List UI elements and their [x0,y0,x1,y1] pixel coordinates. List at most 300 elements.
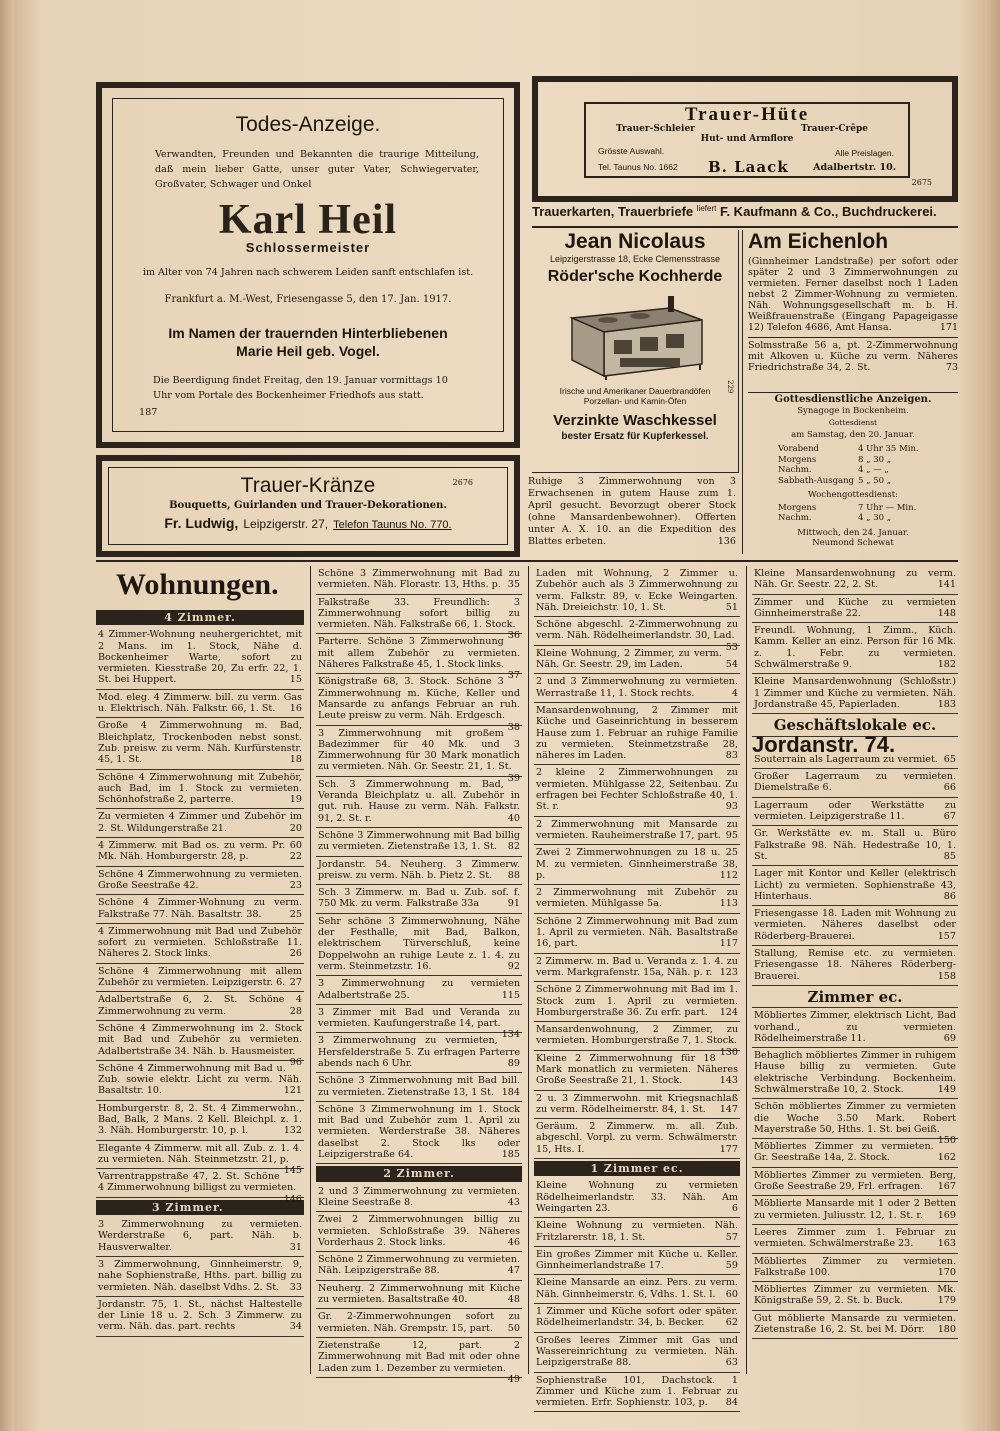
ad-text: Möbliertes Zimmer zu vermieten. Falkstraße 100. [754,1255,956,1278]
classified-ad [96,895,304,924]
classified-ad [752,623,958,674]
church-time-time: 8 „ 30 „ [858,454,892,465]
classified-ad [96,924,304,964]
ad-text: Leeres Zimmer zum 1. Februar zu vermieten. Schwälmerstraße 23. [754,1226,956,1250]
ad-text: 2 u. 3 Zimmerwohn. mit Kriegsnachlaß zu verm. Rödelheimerstr. 84, 1. St. [536,1092,738,1115]
church-time-time: 4 „ — „ [858,465,889,475]
classified-ad [96,1297,304,1337]
classified-ad [752,946,958,986]
column-2 [316,566,522,1385]
solms-number: 73 [945,362,958,373]
church-time-time: 5 „ 50 „ [858,475,892,486]
classified-ad [96,838,304,867]
wreaths-address: Leipzigerstr. 27, [243,517,329,531]
stove-illustration [560,290,710,382]
ad-text: Schön möbliertes Zimmer zu vermieten die Woche 3.50 Mark. Robert Mayerstraße 50, Hths. 1. St. bei Geiß. [754,1101,956,1135]
page-left-edge [0,0,14,1431]
ad-text: 3 Zimmerwohnung, Ginnheimerstr. 9, nahe Sophienstraße, Hths. part. billig zu vermieten. Näh. daselbst Vdhs. 2. St. [98,1258,302,1293]
widow-name: Marie Heil geb. Vogel. [236,343,380,359]
church-notices [748,392,958,555]
ad-number: 40 [507,812,520,824]
classified-ad [316,1252,522,1281]
eichenloh-text-wrap [748,256,958,333]
ad-text: Großes leeres Zimmer mit Gas und Wassereinrichtung zu vermieten. Näh. Leipzigerstraße 88. [536,1334,738,1369]
classified-ad [316,634,522,682]
ad-text: Zwei 2 Zimmerwohnungen billig zu vermieten. Schloßstraße 39. Näheres Vorderhaus 2. Stock links. [318,1214,520,1248]
classified-ad [316,1309,522,1338]
ad-number: 20 [289,822,302,834]
nicolaus-line2: Porzellan- und Kamin-Öfen [583,396,687,406]
ad-number: 162 [937,1152,956,1164]
classified-ad [752,1139,958,1168]
ad-number: 22 [289,851,302,863]
column-rule-3 [746,566,747,1374]
ad-number: 47 [507,1265,520,1277]
ad-text: 4 Zimmerw. mit Bad os. zu verm. Pr. 60 Mk. Näh. Homburgerstr. 28, p. [98,840,302,863]
classified-ad [316,885,522,914]
ad-number: 59 [725,1260,738,1272]
classified-ad [534,1373,740,1413]
ad-number: 91 [507,898,520,910]
ad-number: 112 [719,869,738,881]
nicolaus-name: Jean Nicolaus [564,230,706,253]
ad-text: Kleine Mansardenwohnung (Schloßstr.) 1 Zimmer und Küche zu vermieten. Näh. Jordanstraße 45, Papierladen. [754,676,956,710]
classified-ad [534,885,740,914]
ad-number: 130 [719,1046,738,1058]
classified-ad [96,809,304,838]
hats-phone: Tel. Taunus No. 1662 [598,162,678,172]
ad-number: 124 [719,1006,738,1018]
printer-mid: liefert [696,204,717,213]
classified-ad [534,954,740,983]
ad-text: 2 Zimmerw. m. Bad u. Veranda z. 1. 4. zu verm. Markgrafenstr. 15a, Näh. p. r. [536,955,738,978]
section-bar: 3 Zimmer. [96,1200,304,1215]
ad-number: 183 [937,698,956,710]
classified-ad [752,1225,958,1254]
section-divider [96,560,958,562]
classified-ad [96,1021,304,1068]
classified-ad [534,817,740,846]
ad-text: Lagerraum oder Werkstätte zu vermieten. Leipzigerstraße 11. [754,799,956,823]
printer-left: Trauerkarten, Trauerbriefe [532,204,694,219]
ad-text: Mansardenwohnung, 2 Zimmer, zu vermieten. Homburgerstraße 7, 1. Stock. [536,1024,738,1047]
ad-number: 86 [943,890,956,902]
classified-ad [752,1099,958,1147]
ad-number: 84 [725,1397,738,1409]
classified-ad [752,566,958,595]
classified-ad [316,914,522,976]
ad-text: Ein großes Zimmer mit Küche u. Keller. Ginnheimerlandstraße 17. [536,1248,738,1272]
deceased-profession: Schlossermeister [245,240,371,255]
ad-text: 2 Zimmerwohnung mit Mansarde zu vermieten. Rauheimerstraße 17, part. [536,818,738,841]
ad-number: 96 [289,1056,302,1068]
ad-text: Schöne 4 Zimmer-Wohnung zu verm. Falkstraße 77. Näh. Basaltstr. 38. [98,897,302,920]
ad-text: Großer Lagerraum zu vermieten. Diemelstraße 6. [754,771,956,794]
wreaths-line1: Bouquetts, Guirlanden und Trauer-Dekorationen. [169,500,447,511]
wreaths-phone: Telefon Taunus No. 770. [333,519,452,531]
ad-number: 143 [719,1075,738,1087]
classified-ad [316,674,522,733]
church-weekday-time-label: Nachm. [778,513,812,523]
ad-text: Gut möblierte Mansarde zu vermieten. Zietenstraße 16, 2. St. bei M. Dörr. [754,1312,956,1336]
classified-ad [316,828,522,857]
classified-ad [534,617,740,653]
church-time-time: 4 Uhr 35 Min. [858,444,919,454]
ad-text: Schöne 2 Zimmerwohnung mit Bad zum 1. April zu vermieten. Näh. Basaltstraße 16, part. [536,915,738,950]
classified-ad [534,982,740,1022]
hats-left: Trauer-Schleier [616,124,695,134]
classified-ad [752,752,958,769]
classified-ad [752,1311,958,1340]
ad-number: 89 [507,1057,520,1069]
printer-right: F. Kaufmann & Co., Buchdruckerei. [719,204,937,219]
ad-number: 150 [937,1135,956,1147]
section-bar: 2 Zimmer. [316,1166,522,1181]
classified-ad [96,770,304,810]
ad-text: Varrentrappstraße 47, 2. St. Schöne 4 Zimmerwohnung billigst zu vermieten. [98,1171,297,1194]
church-time-label: Morgens [778,454,817,465]
ad-number: 54 [725,659,738,671]
ad-text: 3 Zimmer mit Bad und Veranda zu vermieten. Kaufungerstraße 14, part. [318,1006,520,1030]
ad-number: 170 [937,1266,956,1278]
classified-ad [96,992,304,1021]
ad-number: 88 [507,869,520,881]
column-rule-top [742,230,743,554]
place-date: Frankfurt a. M.-West, Friesengasse 5, den 17. Jan. 1917. [164,294,452,305]
classified-ad [534,914,740,954]
wreaths-ad-frame [96,455,520,557]
ad-text: Schöne 4 Zimmerwohnung im 2. Stock mit Bad und Zubehör zu vermieten. Adalbertstraße 34. Näh. b. Hausmeister. [98,1022,302,1057]
hats-left2: Grösste Auswahl. [598,146,665,156]
death-notice-frame [96,82,520,448]
ad-text: Schöne 3 Zimmerwohnung mit Bad zu vermieten. Näh. Florastr. 13, Hths. p. [318,568,520,591]
classified-ad [534,1119,740,1159]
ad-number: 180 [937,1324,956,1336]
ad-number: 49 [507,1373,520,1385]
classified-ad [316,726,522,784]
ad-number: 50 [507,1322,520,1334]
ad-text: Homburgerstr. 8, 2. St. 4 Zimmerwohn., Bad, Balk, 2 Mans. 2 Kell. Bleichpl. z. 1. 3. Näh. Homburgerstr. 10, p. l. [98,1102,302,1137]
ad-text: Sehr schöne 3 Zimmerwohnung, Nähe der Festhalle, mit Bad, Balkon, elektrischem Türverschluß, keine Doppelwohn an ruhige Leute z. 1. 4. zu verm. Steinmetzstr. 16. [318,915,520,972]
classified-ad [752,1168,958,1197]
column-1 [96,608,304,1378]
ad-text: 4 Zimmerwohnung mit Bad und Zubehör sofort zu vermieten. Schloßstraße 11. Näheres 2. Stock links. [98,925,302,960]
nicolaus-product: Röder'sche Kochherde [547,268,723,285]
ad-number: 15 [289,674,302,686]
ad-text: Zwei 2 Zimmerwohnungen zu 18 u. 25 M. zu vermieten. Ginnheimerstraße 38, p. [536,847,738,881]
nicolaus-line1: Irische und Amerikaner Dauerbrandöfen [559,386,711,396]
ad-text: Möbliertes Zimmer, elektrisch Licht, Bad vorhand., zu vermieten. Rödelheimerstraße 11. [754,1010,956,1044]
ad-number: 66 [943,782,956,794]
ad-text: Königstraße 68, 3. Stock. Schöne 3 Zimmerwohnung m. Küche, Keller und Mansarde zu anfangs Februar an ruh. Leute preisw zu verm. Näh. Erdgesch. [318,676,520,722]
church-footer1: Mittwoch, den 24. Januar. [797,527,909,538]
church-time-label: Nachm. [778,465,812,475]
ad-text: Schöne abgeschl. 2-Zimmerwohnung zu verm. Näh. Rödelheimerlandstr. 30, Lad. [536,619,738,642]
ad-text: Sophienstraße 101, Dachstock. 1 Zimmer und Küche zum 1. Februar zu vermieten. Erfr. Sophienstr. 103, p. [536,1374,738,1409]
ad-text: Jordanstr. 75, 1. St., nächst Haltestelle der Linie 18 u. 2. Sch. 3 Zimmerw. zu verm. Näh. das. part. rechts [98,1298,302,1333]
ad-text: Schöne 2 Zimmerwohnung zu vermieten. Näh. Leipzigerstraße 88. [318,1254,520,1277]
ad-text: Parterre. Schöne 3 Zimmerwohnung mit allem Zubehör zu vermieten. Näheres Falkstraße 45, 1. Stock links. [318,636,520,671]
church-service: Gottesdienst [828,418,878,427]
ad-number: 163 [937,1238,956,1250]
ad-number: 169 [937,1209,956,1221]
ad-number: 28 [289,1005,302,1017]
classified-ad [316,1212,522,1252]
classified-ad [316,1338,522,1385]
ad-number: 115 [501,989,520,1001]
ad-text: 3 Zimmerwohnung zu vermieten Adalbertstraße 25. [318,978,520,1001]
ad-text: Souterrain als Lagerraum zu vermiet. [754,753,938,765]
column-4 [752,566,958,1378]
ad-text: Kleine Mansardenwohnung zu verm. Näh. Gr. Seestr. 22, 2. St. [754,568,956,591]
ad-number: 141 [937,579,956,591]
classified-ad [752,1282,958,1311]
ad-text: Gr. 2-Zimmerwohnungen sofort zu vermieten. Näh. Grempstr. 15, part. [318,1311,520,1334]
classified-ad [534,1218,740,1247]
classified-ad [316,976,522,1005]
ad-text: Schöne 2 Zimmerwohnung mit Bad im 1. Stock zum 1. April zu vermieten. Homburgerstraße 36. Zu erfr. part. [536,984,738,1018]
ad-text: Sch. 3 Zimmerwohnung m. Bad, Veranda Bleichplatz u. all. Zubehör in gut. ruh. Hause zu verm. Näh. Falkstr. 91, 2. St. r. [318,778,520,824]
church-time-label: Vorabend [778,444,819,454]
classified-ad [534,1304,740,1333]
ad-text: 2 und 3 Zimmerwohnung zu vermieten. Werrastraße 11, 1. Stock rechts. [536,676,738,699]
classified-ad [316,857,522,886]
church-weekday-time-label: Morgens [778,502,817,513]
nicolaus-ad [532,230,739,473]
classified-ad [752,798,958,827]
classified-ad [752,866,958,906]
church-times [778,444,948,486]
classified-ad [534,1275,740,1304]
ad-number: 85 [943,850,956,862]
wohnungen-title: Wohnungen. [116,568,279,601]
classified-ad [752,1008,958,1048]
ad-number: 123 [719,966,738,978]
classified-ad [96,1061,304,1101]
classified-ad [316,1102,522,1164]
ad-number: 67 [943,811,956,823]
ad-number: 83 [725,750,738,762]
classified-ad [534,845,740,885]
ad-text: 3 Zimmerwohnung zu vermieten, Hersfelderstraße 5. Zu erfragen Parterre abends nach 6 Uhr. [318,1035,520,1069]
ad-number: 43 [507,1196,520,1208]
classified-ad [752,1048,958,1099]
death-notice-number: 187 [139,407,158,418]
ad-number: 19 [289,794,302,806]
section-bar: 1 Zimmer ec. [534,1161,740,1176]
nicolaus-address: Leipzigerstrasse 18, Ecke Clemensstrasse [549,254,721,264]
ad-text: Kleine Mansarde an einz. Pers. zu verm. Näh. Ginnheimerstr. 6, Vdhs. 1. St. l. [536,1277,738,1300]
church-weekday-time-time: 4 „ 30 „ [858,513,892,523]
ad-text: Falkstraße 33. Freundlich: 3 Zimmerwohnung sofort billig zu vermieten. Näh. Falkstraße 66, 1. Stock. [318,596,520,631]
ad-number: 145 [283,1165,302,1177]
classified-ad [96,867,304,896]
ad-number: 149 [937,1083,956,1095]
hats-title: Trauer-Hüte [684,104,810,125]
ad-number: 31 [289,1241,302,1253]
church-sub: Synagoge in Bockenheim. [797,405,909,416]
ad-text: Schöne 3 Zimmerwohnung mit Bad bill. zu vermieten. Zietenstraße 13, 1 St. [318,1075,520,1098]
ad-text: Mod. eleg. 4 Zimmerw. bill. zu verm. Gas u. Elektrisch. Näh. Falkstr. 66, 1. St. [98,691,302,715]
ad-number: 185 [501,1149,520,1161]
ad-number: 63 [725,1357,738,1369]
classified-ad [96,718,304,769]
ad-text: Möblierte Mansarde mit 1 oder 2 Betten zu vermieten. Juliusstr. 12, 1. St. r. [754,1198,956,1221]
ad-number: 62 [725,1317,738,1329]
classified-ad [752,906,958,946]
ad-number: 48 [507,1294,520,1306]
ad-text: 2 kleine 2 Zimmerwohnungen zu vermieten. Mühlgasse 22, Seitenbau. Zu erfragen bei Fechter Schloßstraße 40, 1. St. r. [536,767,738,813]
classified-ad [316,1005,522,1041]
classified-ad [534,1178,740,1218]
ad-number: 179 [937,1295,956,1307]
ad-text: Kleine 2 Zimmerwohnung für 18 Mark monatlich zu vermieten. Näheres Große Seestraße 21, 1. Stock. [536,1052,738,1087]
ad-text: Gr. Werkstätte ev. m. Stall u. Büro Falkstraße 98. Näh. Hedestraße 10, 1. St. [754,828,956,862]
ad-number: 146 [283,1193,302,1205]
ad-number: 92 [507,960,520,972]
hats-ad-frame [532,76,958,202]
classified-ad [316,1184,522,1213]
classified-ad [534,566,740,617]
ad-number: 158 [937,970,956,982]
ad-number: 4 [731,687,738,699]
ad-number: 95 [725,829,738,841]
section-bar: 4 Zimmer. [96,610,304,625]
ad-number: 25 [289,908,302,920]
deceased-name: Karl Heil [218,197,398,243]
hats-shop: B. Laack [708,158,789,176]
quiet-ad-text: Ruhige 3 Zimmerwohnung von 3 Erwachsenen in gutem Hause zum 1. April gesucht. Bevorzugt oberer Stock (ohne Mansardenbewohner). Offerten unter A. X. 10. an die Expedition des Blattes erbeten. [528,476,736,547]
ad-number: 33 [289,1281,302,1293]
classified-ad [752,826,958,866]
ad-number: 35 [507,579,520,591]
ad-number: 38 [507,721,520,733]
ad-text: Mansardenwohnung, 2 Zimmer mit Küche und Gaseinrichtung in besserem Hause zum 1. Februar an ruhige Familie zu vermieten. Steinmetzstraße 28, näheres im Laden. [536,704,738,762]
ad-text: Zietenstraße 12, part. 2 Zimmerwohnung mit Bad mit oder ohne Laden zum 1. Dezember zu vermieten. [318,1339,520,1374]
section-heading: Geschäftslokale ec. [752,714,958,736]
ad-number: 167 [937,1181,956,1193]
hats-right2: Alle Preislagen. [834,148,894,158]
ad-number: 121 [283,1085,302,1097]
ad-number: 69 [943,1032,956,1044]
ad-text: Möbliertes Zimmer zu vermieten. Gr. Seestraße 14a, 2. Stock. [754,1141,934,1164]
classified-ad [534,1022,740,1058]
wreaths-number: 2676 [452,478,473,487]
classified-ad [96,690,304,719]
ad-number: 132 [283,1125,302,1137]
ad-number: 184 [501,1086,520,1098]
ad-number: 53 [725,641,738,653]
ad-number: 26 [289,948,302,960]
ad-text: Schöne 4 Zimmerwohnung zu vermieten. Große Seestraße 42. [98,868,302,891]
classified-ad [534,1247,740,1276]
ad-text: 3 Zimmerwohnung mit großem Badezimmer für 40 Mk. und 3 Zimmerwohnung für 30 Mark monatlich zu vermieten. Näh. Gr. Seestr. 21, 1. St. [318,727,520,773]
classified-ad [316,566,522,595]
ad-text: Schöne 4 Zimmerwohnung mit Zubehör, auch Bad, im 1. Stock zu vermieten. Schönhofstraße 2, parterre. [98,771,302,806]
church-time-label: Sabbath-Ausgang [778,475,855,486]
ad-number: 36 [507,630,520,642]
hats-right: Trauer-Crêpe [800,124,868,134]
ad-number: 157 [937,930,956,942]
ad-text: Jordanstr. 54. Neuherg. 3 Zimmerw. preisw. zu verm. Näh. b. Pietz 2. St. [318,858,520,881]
hats-middle: Hut- und Armflore [700,134,794,144]
hats-number: 2675 [911,178,932,187]
ad-number: 27 [289,977,302,989]
ad-number: 148 [937,607,956,619]
ad-text: Neuherg. 2 Zimmerwohnung mit Küche zu vermieten. Basaltstraße 40. [318,1282,520,1306]
ad-number: 60 [725,1288,738,1300]
ad-text: Schöne 3 Zimmerwohnung mit Bad billig zu vermieten. Zietenstraße 13, 1. St. [318,829,520,853]
church-footer2: Neumond Schewat [812,538,894,548]
ad-number: 6 [731,1202,738,1214]
classified-ad [752,1254,958,1283]
classified-ad [96,627,304,689]
ad-text: Sch. 3 Zimmerw. m. Bad u. Zub. sof. f. 750 Mk. zu verm. Falkstraße 33a [318,887,520,910]
ad-text: 1 Zimmer und Küche sofort oder später. Rödelheimerlandstr. 34, b. Becker. [536,1306,738,1329]
ad-text: 2 und 3 Zimmerwohnung zu vermieten. Kleine Seestraße 8. [318,1185,520,1208]
nicolaus-line3: bester Ersatz für Kupferkessel. [561,431,709,442]
quiet-ad-number: 136 [717,536,736,547]
classified-ad [316,777,522,828]
ad-number: 93 [725,801,738,813]
ad-text: Möbliertes Zimmer zu vermieten. Berg, Große Seestraße 29, Frl. erfragen. [754,1169,956,1193]
nicolaus-number: 229 [726,380,734,394]
classified-ad [534,1333,740,1373]
classified-ad [534,703,740,765]
ad-text: Freundl. Wohnung, 1 Zimm., Küch. Kamm. Keller an einz. Person für 16 Mk. z. 1. Febr. zu vermieten. Schwälmerstraße 9. [754,625,956,671]
ad-number: 113 [719,898,738,910]
ad-text: Kleine Wohnung, 2 Zimmer, zu verm. Näh. Gr. Seestr. 29, im Laden. [536,647,722,671]
ad-number: 46 [507,1236,520,1248]
classified-ad [534,1091,740,1120]
classified-ad [752,769,958,798]
ad-text: Laden mit Wohnung, 2 Zimmer u. Zubehör auch als 3 Zimmerwohnung zu verm. Falkstr. 89, v. Ecke Weingarten. Näh. Dreieichstr. 10, 1. St. [536,568,738,613]
church-weekday-time-row [778,503,948,514]
ad-text: Zu vermieten 4 Zimmer und Zubehör im 2. St. Wildungerstraße 21. [98,811,302,834]
printer-line [532,204,958,228]
classified-ad [752,1196,958,1225]
classified-ad [316,1033,522,1073]
church-time-row [778,465,948,476]
church-weekday-time-row [778,513,948,524]
big-heading: Jordanstr. 74. [752,731,896,757]
solms-ad [748,337,958,373]
ad-text: 2 Zimmerwohnung mit Zubehör zu vermieten. Mühlgasse 5a. [536,887,738,910]
ad-number: 16 [289,703,302,715]
ad-text: Adalbertstraße 6, 2. St. Schöne 4 Zimmerwohnung zu verm. [98,994,302,1017]
ad-number: 23 [289,879,302,891]
ad-text: Kleine Wohnung zu vermieten Rödelheimerlandstr. 33. Näh. Am Weingarten 23. [536,1180,738,1214]
classified-ad [316,1073,522,1102]
quiet-ad [528,476,736,548]
mourners-line: Im Namen der trauernden Hinterbliebenen [168,325,448,341]
wreaths-title: Trauer-Kränze [240,474,376,497]
ad-number: 57 [725,1231,738,1243]
eichenloh-ad [748,230,958,373]
classified-ad [534,674,740,703]
ad-text: Möbliertes Zimmer zu vermieten. Mk. Königstraße 59, 2. St. b. Buck. [754,1284,956,1307]
ad-number: 117 [719,938,738,950]
ad-text: Stallung, Remise etc. zu vermieten. Friesengasse 18. Näheres Röderberg-Brauerei. [754,948,956,982]
ad-number: 182 [937,659,956,671]
ad-number: 65 [943,753,956,765]
ad-text: Geräum. 2 Zimmerw. m. all. Zub. abgeschl. Vorpl. zu verm. Schwälmerstr. 15, Hts. I. [536,1121,738,1155]
ad-text: 3 Zimmerwohnung zu vermieten. Werderstraße 6, part. Näh. b. Hausverwalter. [98,1219,302,1253]
classified-ad [96,964,304,993]
classified-ad [752,674,958,714]
ad-text: Lager mit Kontor und Keller (elektrisch Licht) zu vermieten. Sophienstraße 43, Hinterhaus. [754,868,956,902]
column-3 [534,566,740,1409]
